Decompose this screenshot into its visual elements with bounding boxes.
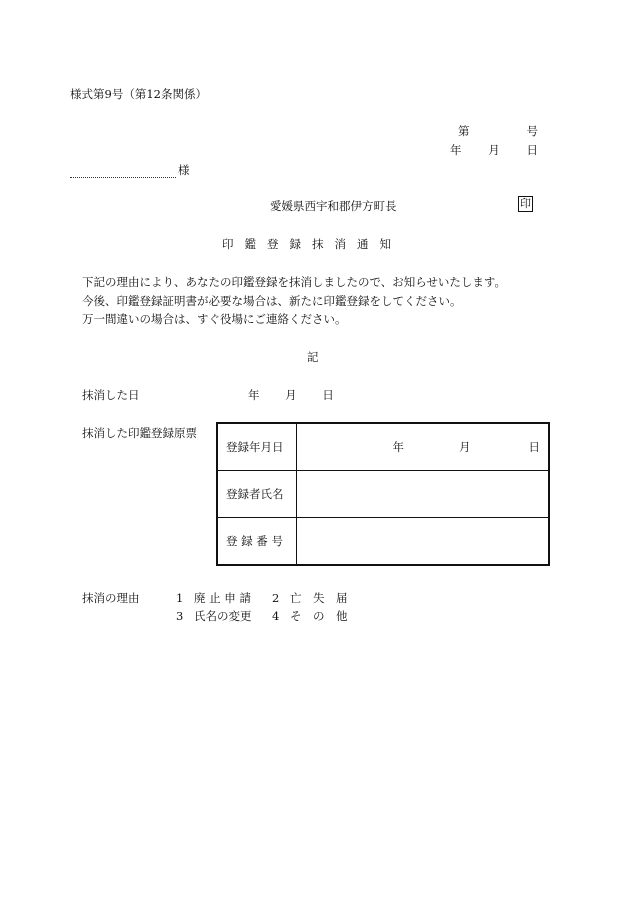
original-record-label: 抹消した印鑑登録原票 bbox=[82, 426, 197, 440]
issue-date-line bbox=[450, 142, 538, 158]
notice-body bbox=[82, 273, 506, 329]
addressee-blank[interactable] bbox=[70, 165, 176, 178]
ki-heading: 記 bbox=[307, 350, 319, 364]
body-line-2: 今後、印鑑登録証明書が必要な場合は、新たに印鑑登録をしてください。 bbox=[82, 293, 462, 308]
reason-option-4-text[interactable]: そ の 他 bbox=[290, 609, 348, 623]
reason-option-4-number: 4 bbox=[272, 609, 280, 623]
reason-label: 抹消の理由 bbox=[82, 591, 140, 605]
form-number: 様式第9号（第12条関係） bbox=[70, 87, 207, 101]
table-row bbox=[217, 518, 549, 566]
registration-number-field[interactable] bbox=[297, 518, 550, 566]
number-prefix: 第 bbox=[458, 124, 470, 138]
issuer-name: 愛媛県西宇和郡伊方町長 bbox=[270, 199, 397, 213]
reason-row-1 bbox=[176, 590, 368, 606]
registrant-name-label: 登録者氏名 bbox=[217, 471, 297, 518]
body-line-1: 下記の理由により、あなたの印鑑登録を抹消しましたので、お知らせいたします。 bbox=[82, 275, 507, 289]
deletion-date-label: 抹消した日 bbox=[82, 388, 140, 402]
document-title: 印鑑登録抹消通知 bbox=[222, 237, 402, 251]
registration-table bbox=[216, 422, 550, 566]
addressee-suffix: 様 bbox=[178, 163, 190, 177]
registration-date-field[interactable] bbox=[297, 423, 550, 471]
reason-option-2-text[interactable]: 亡 失 届 bbox=[290, 591, 348, 605]
registration-date-label: 登録年月日 bbox=[217, 423, 297, 471]
issue-year: 年 bbox=[450, 143, 462, 157]
reason-option-2-number: 2 bbox=[272, 591, 280, 605]
deletion-date-field[interactable] bbox=[248, 387, 356, 403]
reason-option-3-number: 3 bbox=[176, 609, 184, 623]
registration-number-label: 登 録 番 号 bbox=[217, 518, 297, 566]
table-row bbox=[217, 471, 549, 518]
body-line-3: 万一間違いの場合は、すぐ役場にご連絡ください。 bbox=[82, 312, 347, 326]
registrant-name-field[interactable] bbox=[297, 471, 550, 518]
number-suffix: 号 bbox=[526, 124, 538, 138]
seal-mark: 印 bbox=[520, 197, 531, 210]
issue-month: 月 bbox=[488, 143, 500, 157]
reason-option-3-text[interactable]: 氏名の変更 bbox=[194, 609, 252, 623]
issue-day: 日 bbox=[526, 143, 538, 157]
deletion-month: 月 bbox=[285, 388, 297, 402]
addressee-line bbox=[70, 162, 190, 178]
table-row bbox=[217, 423, 549, 471]
registration-day: 日 bbox=[528, 440, 540, 454]
document-number-line bbox=[458, 123, 538, 139]
reason-option-1-text[interactable]: 廃 止 申 請 bbox=[194, 591, 251, 605]
deletion-year: 年 bbox=[248, 388, 260, 402]
deletion-day: 日 bbox=[322, 388, 334, 402]
reason-option-1-number: 1 bbox=[176, 591, 184, 605]
registration-month: 月 bbox=[459, 440, 471, 454]
registration-year: 年 bbox=[392, 440, 404, 454]
reason-row-2 bbox=[176, 608, 368, 624]
